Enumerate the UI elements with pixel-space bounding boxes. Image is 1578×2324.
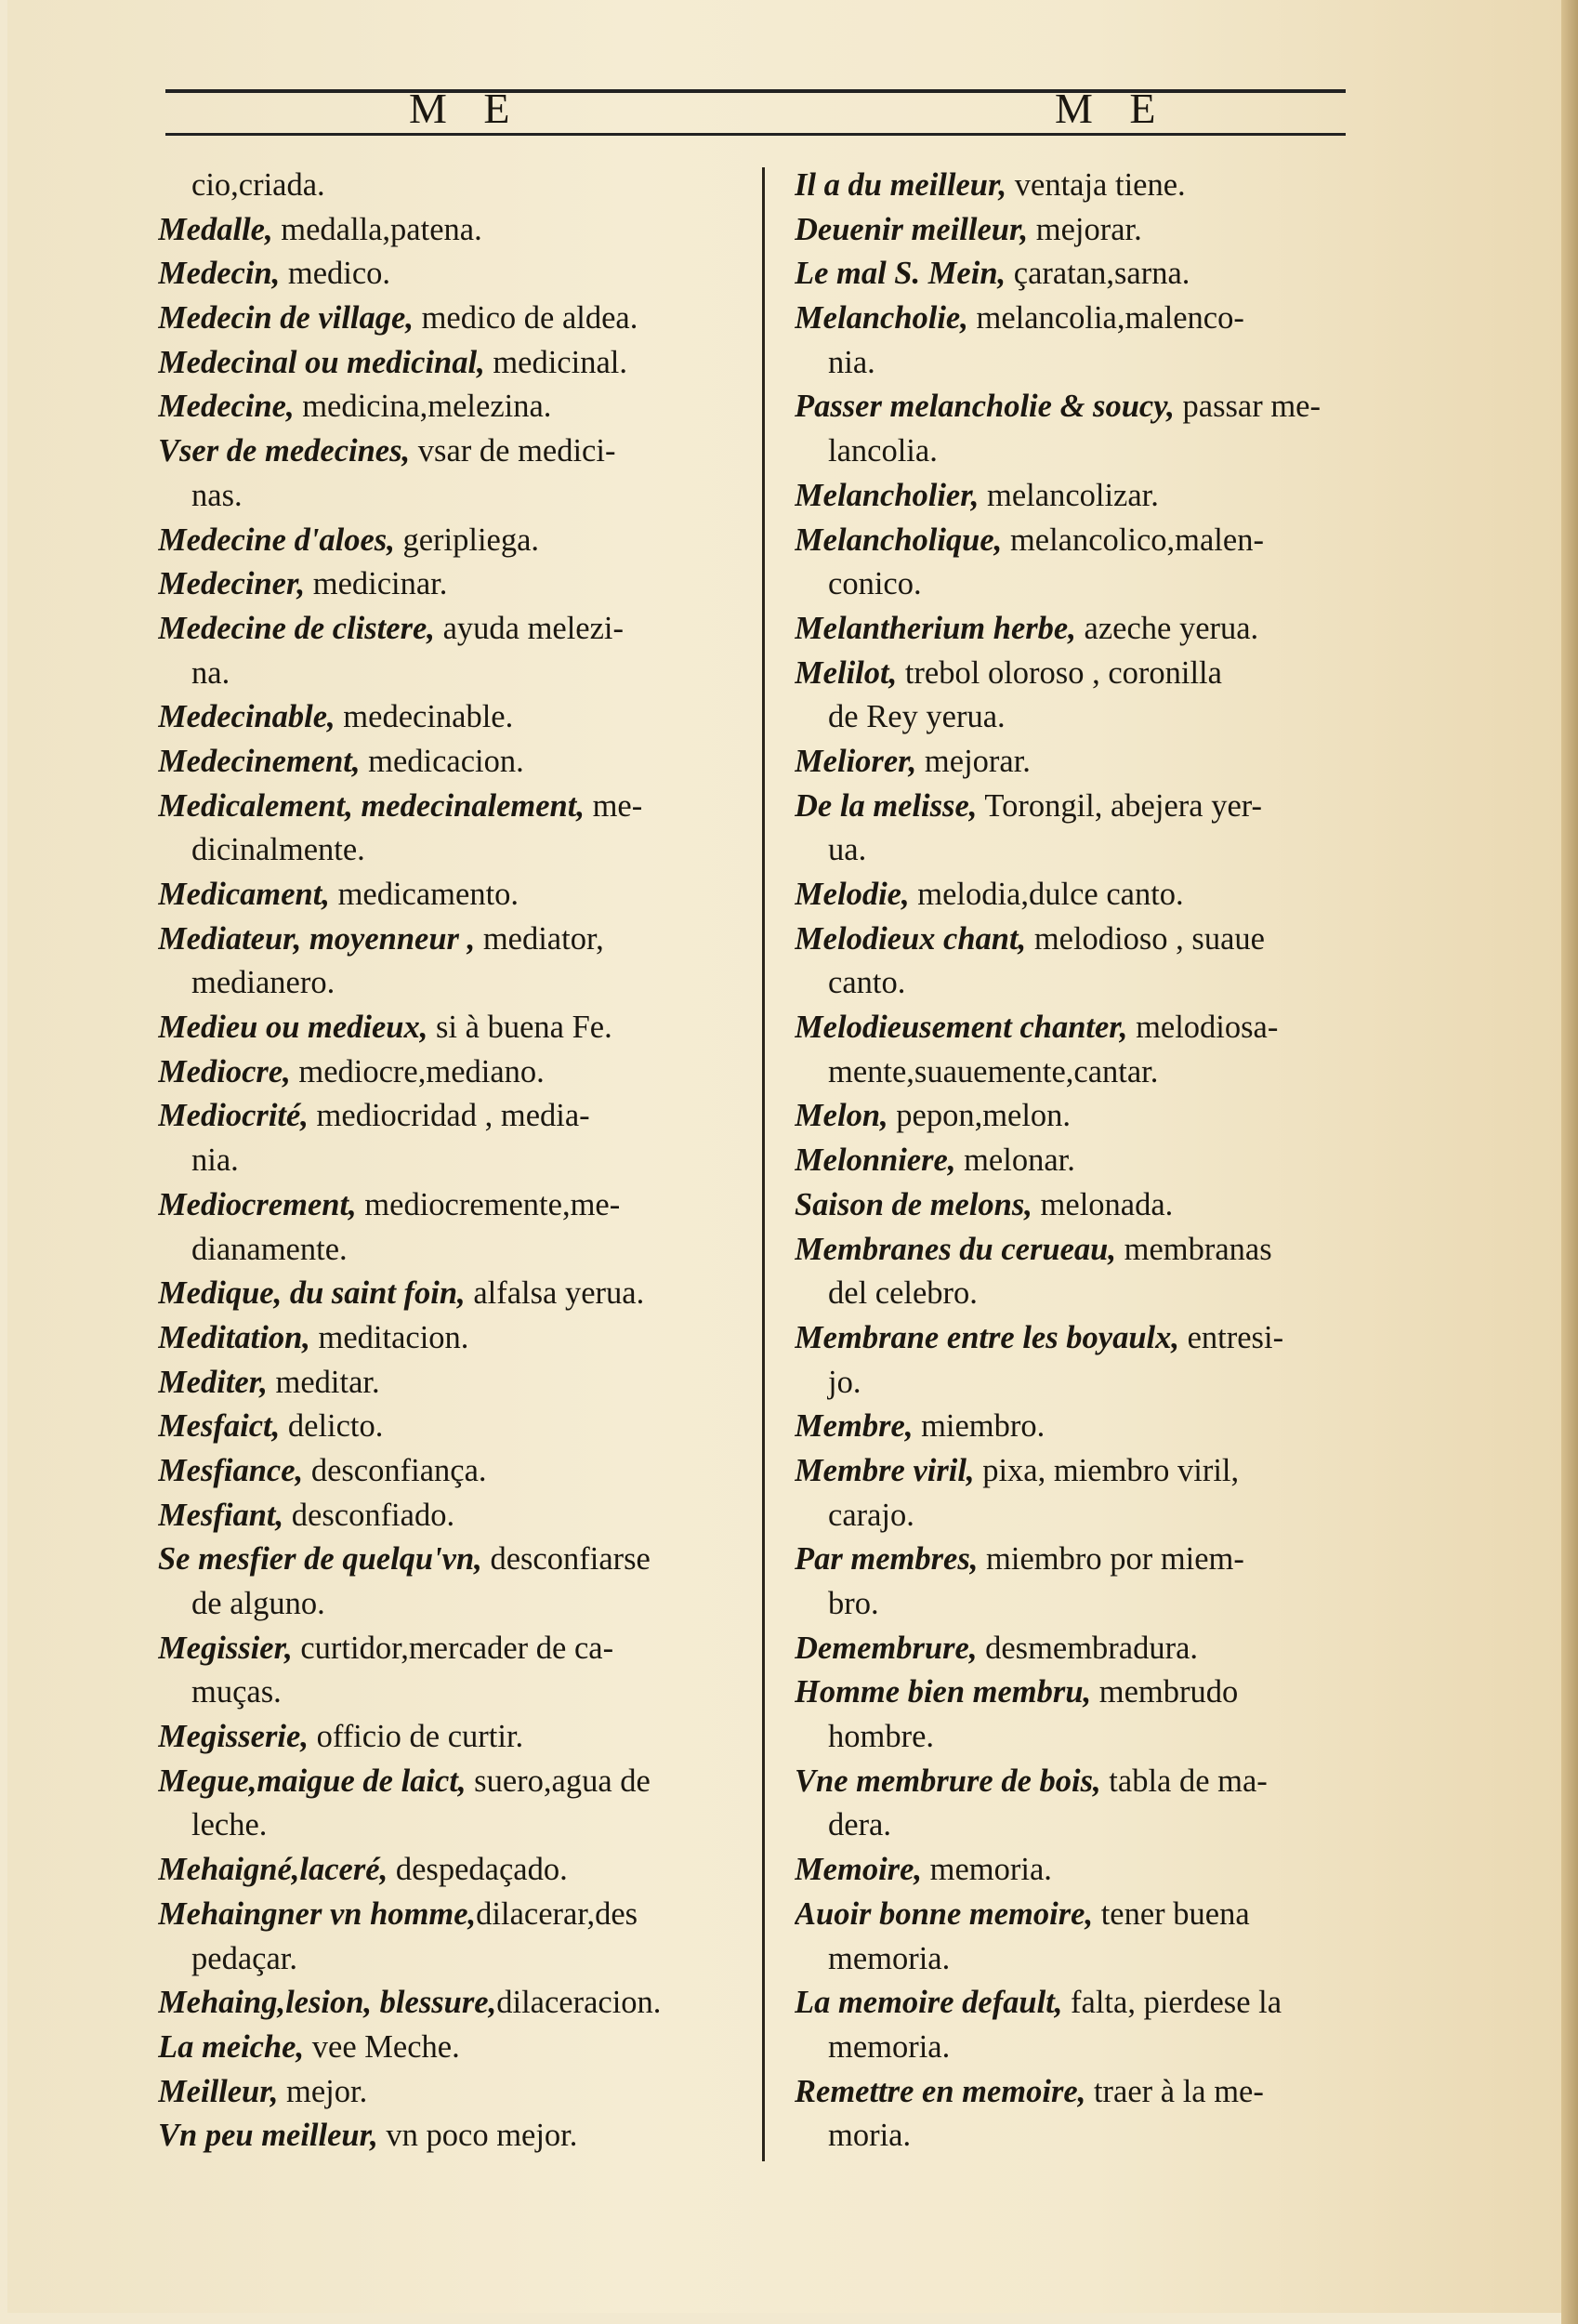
dictionary-entry [795,1183,1380,1228]
dictionary-entry [795,1627,1380,1671]
entry-headword: Megisserie, [158,1719,309,1755]
entry-headword: Mesfaict, [158,1408,281,1445]
entry-headword: Vne membrure de bois, [795,1763,1101,1799]
dictionary-entry [158,1405,734,1449]
entry-translation: de alguno. [191,1586,325,1621]
dictionary-entry [158,1183,734,1228]
entry-continuation [795,1582,1380,1627]
entry-translation: medico de aldea. [413,300,638,337]
entry-headword: Medicament, [158,877,330,912]
dictionary-entry [795,252,1380,297]
entry-headword: Homme bien membru, [795,1674,1092,1710]
dictionary-entry [158,341,734,386]
entry-continuation [158,1139,734,1183]
dictionary-entry [795,1670,1380,1715]
entry-headword: Meilleur, [158,2073,279,2109]
entry-translation: cio,criada. [191,167,325,203]
dictionary-entry [158,607,734,652]
dictionary-entry [158,1760,734,1804]
dictionary-entry [795,1760,1380,1804]
entry-headword: Medeciner, [158,566,306,602]
entry-continuation [795,1715,1380,1760]
entry-translation: dera. [828,1807,891,1843]
entry-headword: Mehaigné,laceré, [158,1852,388,1888]
entry-headword: Melancholie, [795,300,968,337]
dictionary-entry [795,1139,1380,1183]
entry-headword: Medecinable, [158,699,335,735]
entry-headword: Medecinal ou medicinal, [158,344,485,380]
entry-translation: medicinal. [484,344,627,380]
dictionary-entry [158,429,734,474]
entry-headword: Vn peu meilleur, [158,2118,378,2154]
entry-headword: Mehaing,lesion, blessure, [158,1985,497,2021]
entry-headword: Meditation, [158,1319,310,1355]
entry-translation: carajo. [828,1497,914,1533]
dictionary-entry [158,873,734,918]
entry-translation: medicina,melezina. [294,389,552,425]
entry-translation: ayuda melezi- [434,610,624,646]
entry-translation: miembro. [913,1408,1045,1445]
entry-headword: Membranes du cerueau, [795,1231,1116,1267]
entry-headword: Melonniere, [795,1142,956,1179]
entry-continuation [795,1937,1380,1982]
dictionary-entry [158,519,734,563]
entry-continuation [158,828,734,873]
entry-headword: Megue,maigue de laict, [158,1763,467,1799]
entry-translation: mediocremente,me- [356,1186,621,1222]
dictionary-entry [158,1316,734,1361]
entry-translation: membrudo [1091,1674,1239,1710]
entry-translation: pedaçar. [191,1940,297,1976]
entry-headword: Melodie, [795,877,910,912]
entry-headword: Medalle, [158,211,273,247]
dictionary-entry [158,1361,734,1406]
dictionary-entry [158,1006,734,1050]
entry-translation: nia. [828,344,875,380]
entry-translation: medianero. [191,965,335,1001]
entry-translation: çaratan,sarna. [1006,256,1190,292]
entry-headword: La memoire default, [795,1985,1063,2021]
entry-translation: entresi- [1178,1319,1284,1355]
dictionary-entry [158,562,734,607]
entry-translation: pixa, miembro viril, [974,1452,1240,1488]
dictionary-entry [158,1272,734,1316]
dictionary-entry [795,740,1380,785]
entry-translation: tener buena [1093,1895,1250,1932]
entry-translation: ventaja tiene. [1006,167,1186,203]
entry-headword: Demembrure, [795,1630,978,1666]
dictionary-entry [158,385,734,429]
entry-continuation [795,695,1380,740]
entry-headword: Medicalement, medecinalement, [158,787,585,824]
entry-headword: Medecin, [158,256,281,292]
entry-translation: membranas [1115,1231,1272,1267]
entry-translation: medicinar. [305,566,448,602]
entry-headword: Melancholique, [795,522,1003,558]
dictionary-entry [158,1981,734,2026]
entry-continuation [795,2026,1380,2070]
entry-headword: Se mesfier de quelqu'vn, [158,1541,482,1578]
dictionary-entry [158,695,734,740]
entry-headword: Il a du meilleur, [795,167,1007,203]
entry-headword: Melon, [795,1098,888,1134]
dictionary-entry [795,164,1380,208]
entry-translation: medecinable. [335,699,514,735]
entry-translation: me- [584,787,643,824]
entry-headword: Mediateur, moyenneur , [158,920,476,957]
entry-translation: trebol oloroso , coronilla [897,654,1222,691]
entry-continuation [795,562,1380,607]
dictionary-entry [795,1094,1380,1139]
entry-translation: desconfiarse [481,1541,651,1578]
entry-translation: desconfiado. [283,1497,455,1533]
entry-translation: delicto. [280,1408,384,1445]
entry-translation: dilacerar,des [476,1895,638,1932]
entry-headword: Mediter, [158,1364,268,1400]
entry-translation: melonar. [955,1142,1075,1179]
book-edge [1561,0,1578,2324]
dictionary-entry [795,785,1380,829]
entry-continuation [158,1582,734,1627]
entry-continuation [795,828,1380,873]
entry-headword: Mehaingner vn homme, [158,1895,477,1932]
dictionary-entry [795,208,1380,253]
entry-headword: Medecine, [158,389,295,425]
entry-translation: meditacion. [309,1319,469,1355]
entry-translation: Torongil, abejera yer- [977,787,1263,824]
entry-translation: nas. [191,477,243,513]
entry-headword: Mesfiant, [158,1497,284,1533]
entry-continuation [158,652,734,696]
left-column [158,164,734,2159]
entry-translation: melancolizar. [979,477,1159,513]
dictionary-entry [158,1449,734,1494]
entry-translation: vee Meche. [304,2028,460,2065]
entry-translation: melodioso , suaue [1026,920,1265,957]
dictionary-entry [158,208,734,253]
entry-headword: Melantherium herbe, [795,610,1076,646]
entry-headword: Megissier, [158,1630,293,1666]
entry-continuation [795,429,1380,474]
entry-headword: Melodieusement chanter, [795,1010,1128,1046]
entry-translation: vsar de medici- [410,433,616,469]
entry-headword: Vser de medecines, [158,433,411,469]
entry-translation: desconfiança. [303,1452,487,1488]
dictionary-entry [158,2114,734,2159]
entry-headword: Saison de melons, [795,1186,1032,1222]
entry-translation: memoria. [922,1852,1052,1888]
entry-headword: Auoir bonne memoire, [795,1895,1094,1932]
dictionary-entry [158,740,734,785]
entry-translation: medicacion. [360,743,524,779]
entry-continuation [795,1803,1380,1848]
dictionary-entry [795,1538,1380,1582]
entry-translation: medalla,patena. [272,211,482,247]
entry-headword: Remettre en memoire, [795,2073,1086,2109]
entry-headword: Melilot, [795,654,898,691]
entry-translation: medicamento. [329,877,519,912]
dictionary-entry [158,1494,734,1538]
entry-translation: jo. [828,1364,861,1400]
dictionary-entry [795,474,1380,519]
column-divider [762,167,765,2161]
header-rule-bottom [165,133,1346,136]
entry-continuation [158,961,734,1006]
dictionary-entry [158,1627,734,1671]
entry-continuation [795,1050,1380,1095]
dictionary-entry [795,1405,1380,1449]
entry-headword: Mesfiance, [158,1452,304,1488]
entry-translation: leche. [191,1807,268,1843]
entry-translation: mediocridad , media- [308,1098,590,1134]
header-rule-top [165,89,1346,93]
entry-headword: Medecin de village, [158,300,414,337]
entry-translation: lancolia. [828,433,938,469]
entry-continuation [158,1670,734,1715]
dictionary-entry [795,1449,1380,1494]
entry-headword: Meliorer, [795,743,917,779]
entry-translation: conico. [828,566,922,602]
entry-headword: Medecine de clistere, [158,610,435,646]
entry-translation: melodiosa- [1127,1010,1279,1046]
entry-headword: Medecine d'aloes, [158,522,395,558]
entry-headword: Memoire, [795,1852,923,1888]
entry-headword: Mediocrité, [158,1098,309,1134]
dictionary-entry [795,385,1380,429]
entry-translation: memoria. [828,1940,951,1976]
entry-translation: mente,suauemente,cantar. [828,1053,1159,1089]
entry-translation: mejorar. [1028,211,1142,247]
entry-translation: del celebro. [828,1275,978,1312]
dictionary-entry [795,1981,1380,2026]
entry-translation: melodia,dulce canto. [909,877,1184,912]
entry-translation: na. [191,654,230,691]
dictionary-entry [795,1316,1380,1361]
entry-headword: Medieu ou medieux, [158,1010,428,1046]
dictionary-entry [795,1006,1380,1050]
dictionary-entry [158,1050,734,1095]
entry-translation: dilaceracion. [496,1985,662,2021]
entry-continuation [158,1803,734,1848]
entry-translation: despedaçado. [388,1852,568,1888]
entry-headword: Mediocrement, [158,1186,357,1222]
entry-translation: ua. [828,832,867,868]
entry-translation: melonada. [1032,1186,1174,1222]
entry-translation: pepon,melon. [888,1098,1072,1134]
entry-translation: suero,agua de [466,1763,651,1799]
entry-continuation [158,1228,734,1273]
entry-headword: Mediocre, [158,1053,291,1089]
entry-translation: falta, pierdese la [1062,1985,1282,2021]
entry-headword: Medique, du saint foin, [158,1275,466,1312]
entry-continuation [795,1361,1380,1406]
dictionary-entry [795,2070,1380,2115]
dictionary-entry [795,1228,1380,1273]
entry-translation: mediator, [475,920,604,957]
dictionary-entry [795,1893,1380,1937]
dictionary-entry [158,1094,734,1139]
entry-continuation [795,1494,1380,1538]
dictionary-entry [795,918,1380,962]
entry-translation: officio de curtir. [308,1719,524,1755]
entry-headword: La meiche, [158,2028,305,2065]
entry-continuation [158,474,734,519]
entry-headword: Le mal S. Mein, [795,256,1006,292]
entry-continuation [158,1937,734,1982]
entry-translation: muças. [191,1674,282,1710]
entry-translation: geripliega. [394,522,540,558]
dictionary-entry [795,297,1380,341]
entry-translation: miembro por miem- [978,1541,1244,1578]
entry-translation: melancolia,malenco- [967,300,1244,337]
dictionary-entry [158,785,734,829]
entry-translation: moria. [828,2118,912,2154]
entry-translation: vn poco mejor. [377,2118,578,2154]
dictionary-entry [158,1848,734,1893]
entry-headword: Par membres, [795,1541,979,1578]
entry-headword: Melodieux chant, [795,920,1027,957]
dictionary-entry [158,252,734,297]
entry-translation: medico. [280,256,391,292]
entry-headword: Melancholier, [795,477,980,513]
dictionary-entry [795,519,1380,563]
entry-translation: nia. [191,1142,239,1179]
entry-continuation [158,164,734,208]
entry-translation: traer à la me- [1085,2073,1264,2109]
entry-translation: canto. [828,965,906,1001]
entry-translation: tabla de ma- [1100,1763,1268,1799]
right-column [795,164,1380,2159]
entry-translation: azeche yerua. [1075,610,1259,646]
dictionary-entry [158,1538,734,1582]
entry-translation: de Rey yerua. [828,699,1006,735]
entry-translation: memoria. [828,2028,951,2065]
running-head-right: M E [1055,85,1169,132]
dictionary-entry [158,297,734,341]
entry-headword: Membre, [795,1408,914,1445]
entry-translation: desmembradura. [977,1630,1199,1666]
entry-translation: bro. [828,1586,879,1621]
entry-translation: passar me- [1174,389,1321,425]
entry-translation: si à buena Fe. [427,1010,612,1046]
entry-translation: hombre. [828,1719,935,1755]
dictionary-entry [158,1715,734,1760]
entry-headword: Passer melancholie & soucy, [795,389,1175,425]
entry-continuation [795,1272,1380,1316]
entry-headword: De la melisse, [795,787,978,824]
entry-translation: alfalsa yerua. [465,1275,645,1312]
entry-headword: Membrane entre les boyaulx, [795,1319,1179,1355]
entry-translation: curtidor,mercader de ca- [292,1630,614,1666]
dictionary-entry [795,1848,1380,1893]
entry-translation: melancolico,malen- [1002,522,1264,558]
entry-translation: dicinalmente. [191,832,365,868]
entry-translation: mediocre,mediano. [290,1053,545,1089]
dictionary-entry [158,918,734,962]
entry-translation: mejor. [278,2073,368,2109]
dictionary-entry [158,2070,734,2115]
dictionary-entry [795,607,1380,652]
dictionary-entry [158,1893,734,1937]
dictionary-entry [795,873,1380,918]
entry-continuation [795,961,1380,1006]
running-head-left: M E [409,85,523,132]
entry-translation: mejorar. [916,743,1031,779]
entry-headword: Medecinement, [158,743,361,779]
entry-continuation [795,341,1380,386]
entry-translation: dianamente. [191,1231,348,1267]
entry-headword: Membre viril, [795,1452,975,1488]
dictionary-entry [795,652,1380,696]
entry-continuation [795,2114,1380,2159]
dictionary-entry [158,2026,734,2070]
entry-translation: meditar. [267,1364,380,1400]
entry-headword: Deuenir meilleur, [795,211,1029,247]
